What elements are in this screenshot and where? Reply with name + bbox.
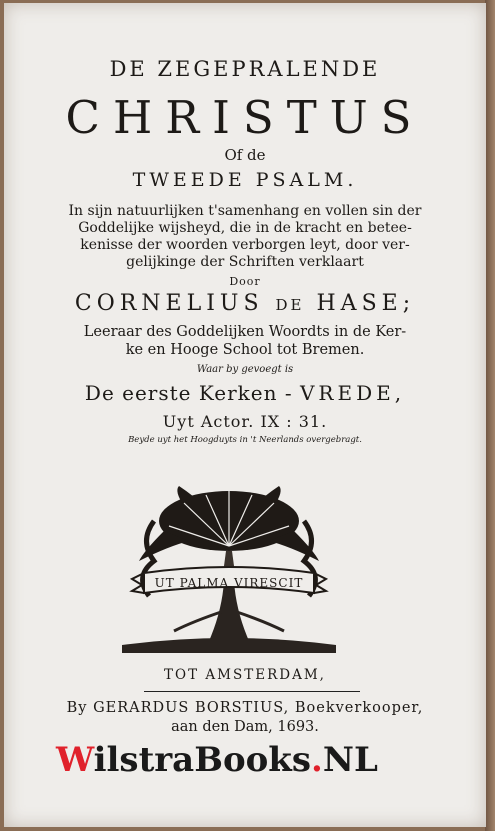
watermark-logo xyxy=(56,740,378,780)
imprint-address: aan den Dam, 1693. xyxy=(171,719,319,735)
palm-tree-emblem-icon xyxy=(114,481,344,661)
author-last: HASE; xyxy=(316,291,416,316)
title-line-1: DE ZEGEPRALENDE xyxy=(109,57,381,81)
watermark-w: W xyxy=(56,740,94,780)
author-name xyxy=(4,291,486,316)
appendix-reference: Uyt Actor. IX : 31. xyxy=(162,412,328,431)
imprint-city: TOT AMSTERDAM, xyxy=(164,667,326,683)
title-main: CHRISTUS xyxy=(65,91,425,144)
imprint-rule xyxy=(144,691,360,692)
description-line-4: gelijkinge der Schriften verklaart xyxy=(126,254,364,270)
emblem-motto: UT PALMA VIRESCIT xyxy=(154,576,304,590)
title-page xyxy=(4,3,486,827)
appendix-intro: Waar by gevoegt is xyxy=(196,364,294,375)
title-connector: Of de xyxy=(224,146,266,164)
watermark-name: ilstraBooks xyxy=(93,740,312,780)
appendix-title xyxy=(4,381,486,405)
door-label: Door xyxy=(229,275,261,288)
watermark-dot: . xyxy=(311,740,323,780)
author-role-2: ke en Hooge School tot Bremen. xyxy=(125,342,365,358)
author-first: CORNELIUS xyxy=(74,291,264,316)
translation-note: Beyde uyt het Hoogduyts in 't Neerlands overgebragt. xyxy=(128,435,362,445)
appendix-title-prefix: De eerste Kerken - xyxy=(84,381,300,405)
appendix-title-caps: VREDE, xyxy=(299,381,406,405)
author-particle: DE xyxy=(275,296,305,314)
title-subtitle: TWEEDE PSALM. xyxy=(132,169,358,191)
imprint-printer: By GERARDUS BORSTIUS, Boekverkooper, xyxy=(66,700,424,716)
author-role-1: Leeraar des Goddelijken Woordts in de Ker- xyxy=(83,324,407,340)
description-line-2: Goddelijke wijsheyd, die in de kracht en betee- xyxy=(78,220,412,236)
description-line-1: In sijn natuurlijken t'samenhang en vollen sin der xyxy=(68,203,422,219)
book-spine-edge xyxy=(485,0,495,831)
watermark-tld: NL xyxy=(322,740,378,780)
description-line-3: kenisse der woorden verborgen leyt, door ver- xyxy=(80,237,410,253)
